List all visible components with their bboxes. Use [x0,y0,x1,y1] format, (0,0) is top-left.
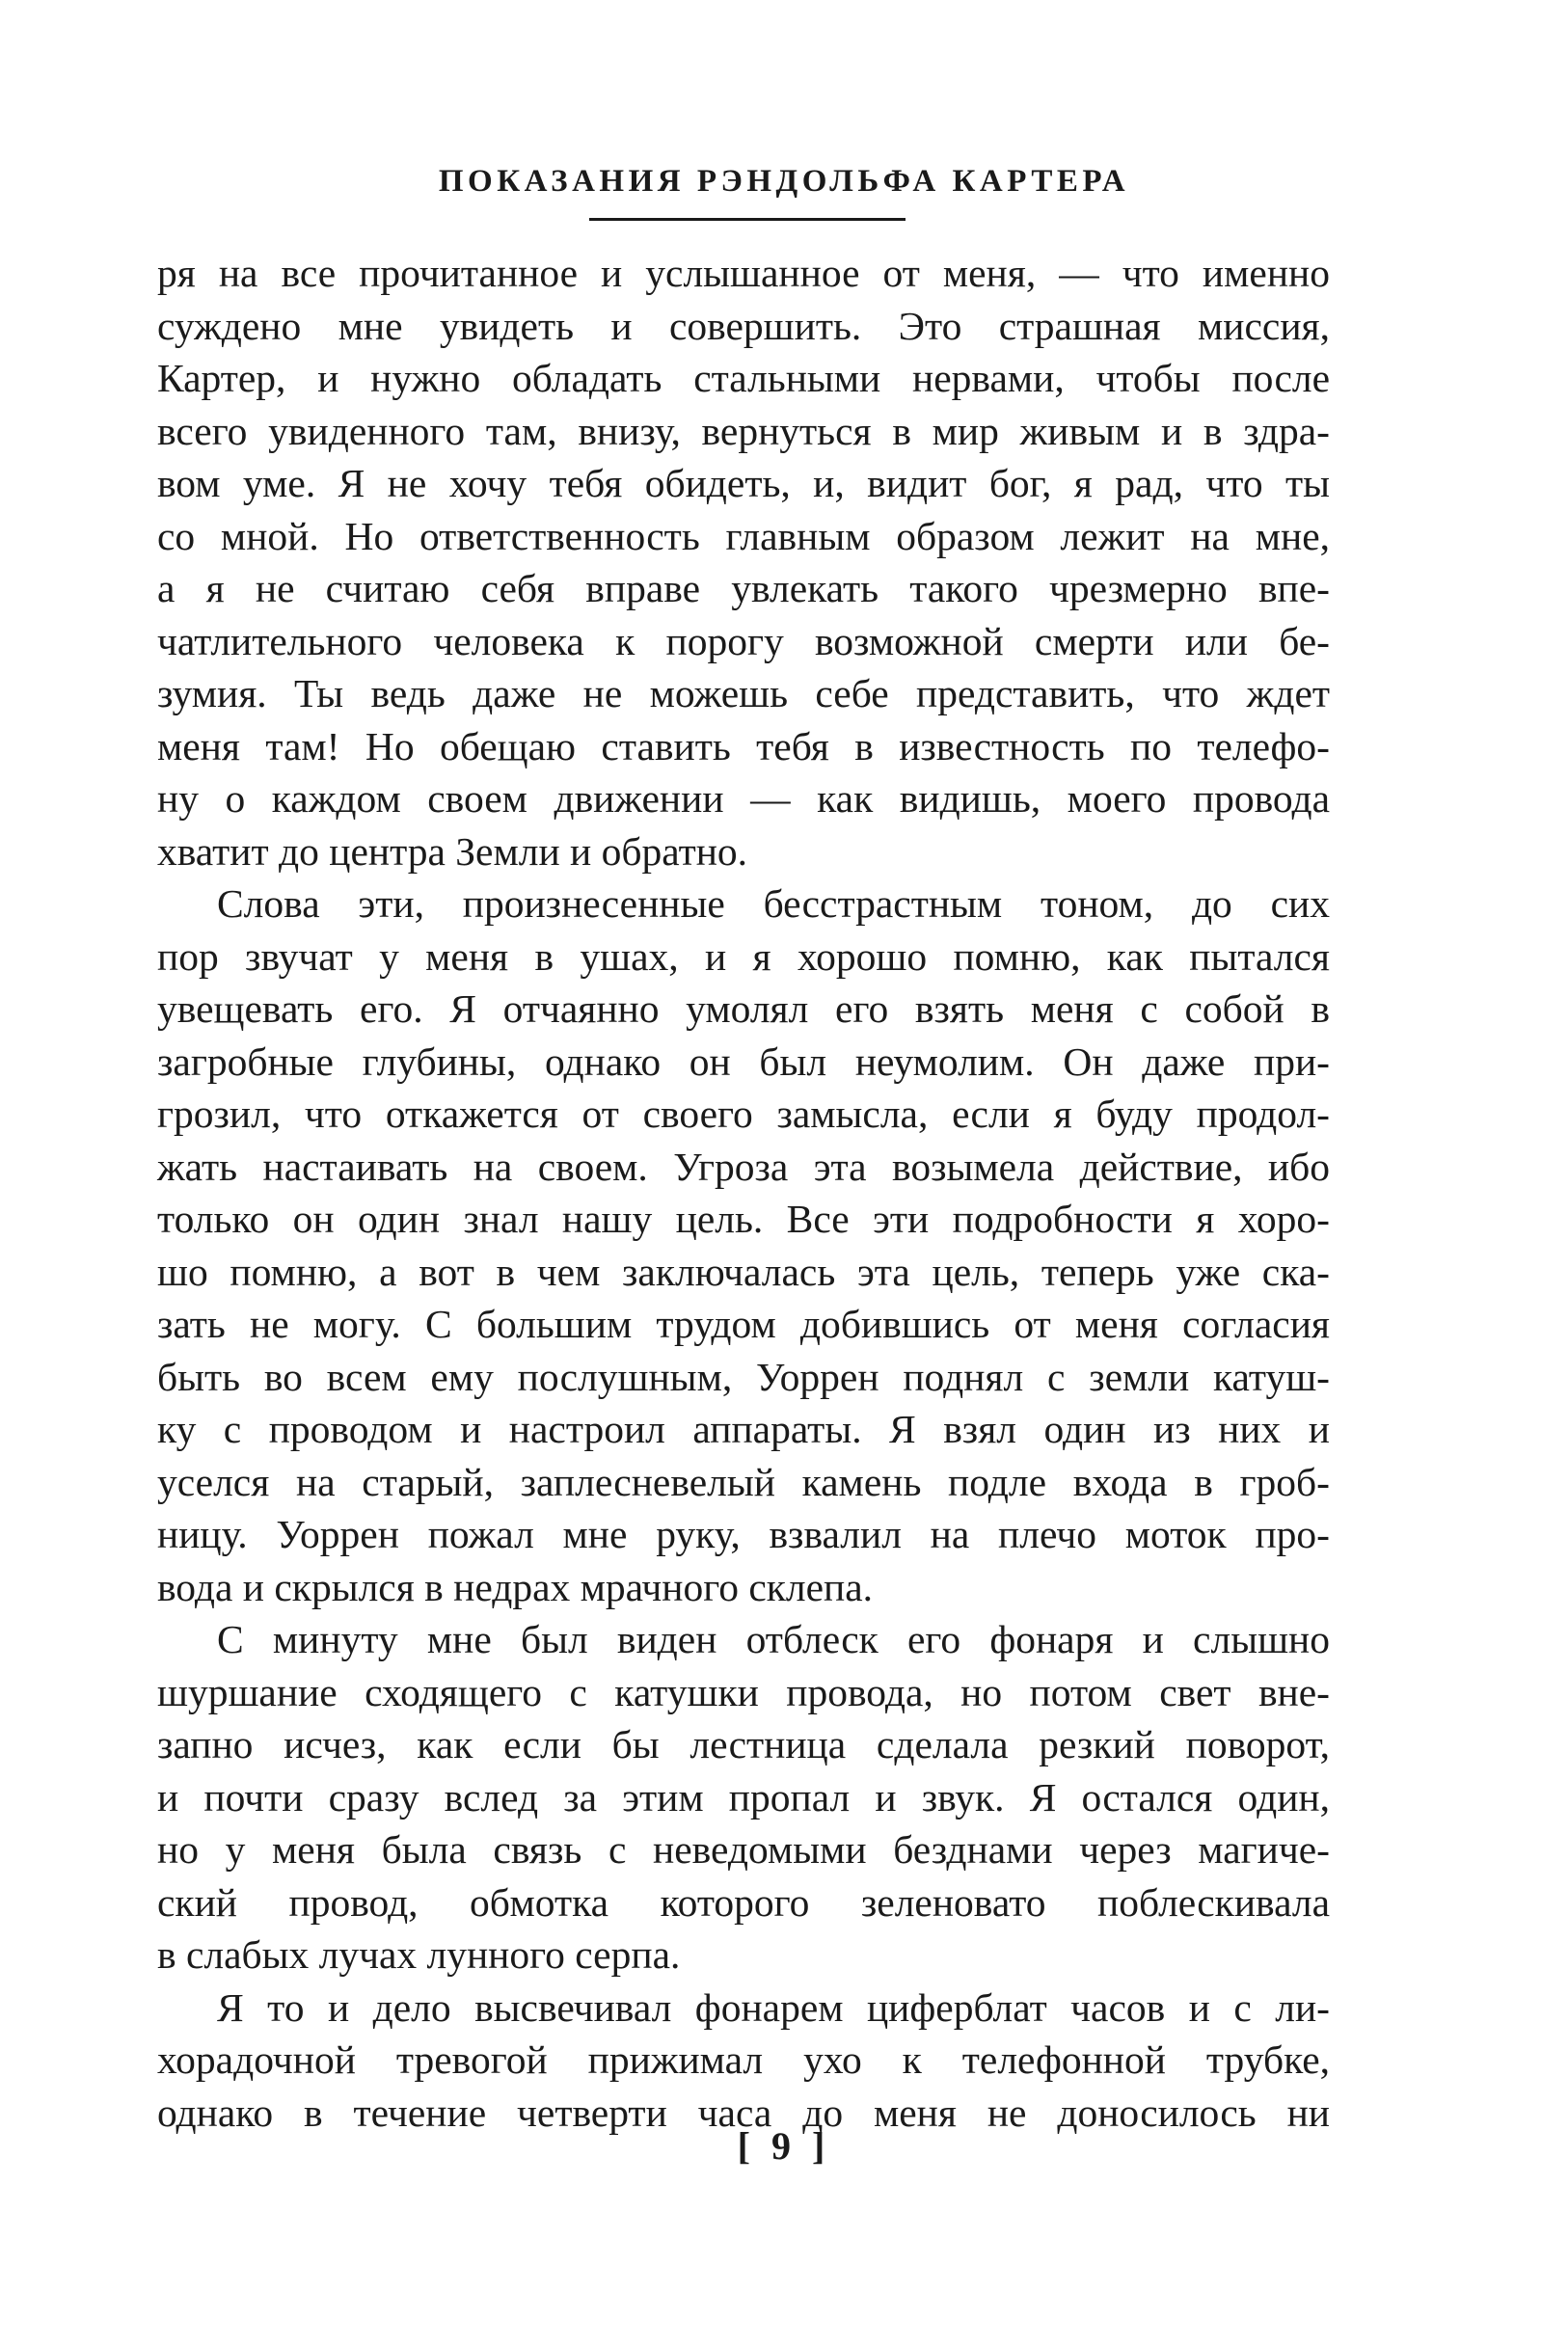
paragraph [157,1613,1330,1982]
paragraph [157,877,1330,1613]
text-line: меня там! Но обещаю ставить тебя в известность по телефо- [157,723,1330,769]
text-line: шо помню, а вот в чем заключалась эта цель, теперь уже ска- [157,1249,1330,1294]
text-line: ский провод, обмотка которого зеленовато поблескивала [157,1879,1330,1925]
text-line: загробные глубины, однако он был неумолим. Он даже при- [157,1038,1330,1084]
text-line: быть во всем ему послушным, Уоррен поднял с земли катуш- [157,1354,1330,1399]
text-line: увещевать его. Я отчаянно умолял его взять меня с собой в [157,986,1330,1031]
body-text [157,247,1330,2139]
text-line: чатлительного человека к порогу возможной смерти или бе- [157,618,1330,663]
running-head-rule [589,218,906,221]
text-line: ницу. Уоррен пожал мне руку, взвалил на плечо моток про- [157,1512,1330,1556]
paragraph [157,1982,1330,2140]
page-number: [ 9 ] [737,2124,831,2168]
text-line: жать настаивать на своем. Угроза эта возымела действие, ибо [157,1144,1330,1189]
text-line: только он один знал нашу цель. Все эти подробности я хоро- [157,1197,1330,1241]
text-line: хорадочной тревогой прижимал ухо к телефонной трубке, [157,2037,1330,2082]
text-line: уселся на старый, заплесневелый камень подле входа в гроб- [157,1459,1330,1504]
text-line: грозил, что откажется от своего замысла, если я буду продол- [157,1092,1330,1136]
text-line: Слова эти, произнесенные бесстрастным тоном, до сих [217,881,1330,926]
text-line: Я то и дело высвечивал фонарем циферблат часов и с ли- [217,1984,1330,2030]
text-line: однако в течение четверти часа до меня не доносилось ни [157,2090,1330,2135]
text-line: в слабых лучах лунного серпа. [157,1932,681,1977]
running-head: ПОКАЗАНИЯ РЭНДОЛЬФА КАРТЕРА [438,164,1130,199]
text-line: шуршание сходящего с катушки провода, но потом свет вне- [157,1669,1330,1714]
text-line: ку с проводом и настроил аппараты. Я взял один из них и [157,1407,1330,1451]
text-line: всего увиденного там, внизу, вернуться в мир живым и в здра- [157,408,1330,453]
paragraph [157,247,1330,877]
text-line: вом уме. Я не хочу тебя обидеть, и, видит бог, я рад, что ты [157,461,1330,505]
text-line: С минуту мне был виден отблеск его фонаря и слышно [217,1617,1330,1661]
text-line: вода и скрылся в недрах мрачного склепа. [157,1564,874,1609]
text-line: ну о каждом своем движении — как видишь, моего провода [157,776,1330,821]
text-line: хватит до центра Земли и обратно. [157,828,748,874]
text-line: зумия. Ты ведь даже не можешь себе представить, что ждет [157,671,1330,715]
text-line: запно исчез, как если бы лестница сделала резкий поворот, [157,1722,1330,1766]
text-line: зать не могу. С большим трудом добившись от меня согласия [157,1302,1330,1346]
text-line: со мной. Но ответственность главным образом лежит на мне, [157,513,1330,558]
text-line: суждено мне увидеть и совершить. Это страшная миссия, [157,303,1330,348]
text-line: пор звучат у меня в ушах, и я хорошо помню, как пытался [157,933,1330,979]
text-line: и почти сразу вслед за этим пропал и звук. Я остался один, [157,1774,1330,1820]
text-line: но у меня была связь с неведомыми безднами через магиче- [157,1827,1330,1872]
text-line: а я не считаю себя вправе увлекать такого чрезмерно впе- [157,566,1330,610]
text-line: Картер, и нужно обладать стальными нервами, чтобы после [157,356,1330,400]
text-line: ря на все прочитанное и услышанное от меня, — что именно [157,251,1330,295]
